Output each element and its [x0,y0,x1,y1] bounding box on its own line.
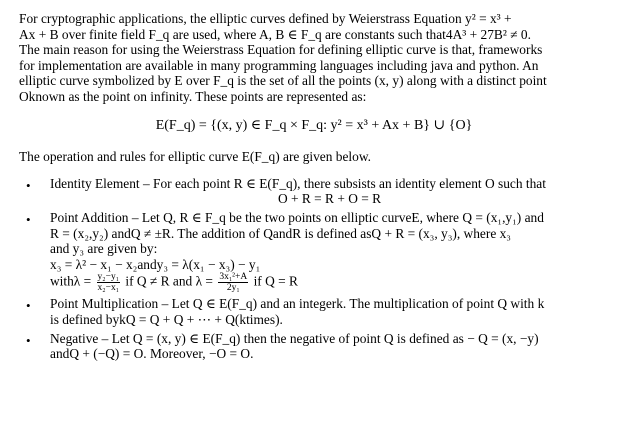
rule-line: R = (x₂,y₂) andQ ≠ ±R. The addition of QandR is defined asQ + R = (x₃, y₃), where x₃ [50,225,511,241]
bullet-icon: • [26,332,31,348]
rule-line: Point Addition – Let Q, R ∈ F_q be the two points on elliptic curveE, where Q = (x₁,y₁) and [50,209,544,225]
intro-line: For cryptographic applications, the elliptic curves defined by Weierstrass Equation y² = x³ + [19,11,512,26]
rule-point-addition [19,210,609,293]
slope-fraction-distinct [97,272,120,293]
rules-list [19,176,609,362]
lambda-suffix: if Q = R [250,273,298,289]
rule-line: and y₃ are given by: [50,241,158,257]
intro-line: The main reason for using the Weierstrass Equation for defining elliptic curve is that, frameworks [19,42,543,58]
lambda-definition [50,272,609,293]
intro-line: Ax + B over finite field F_q are used, where A, B ∈ F_q are constants such that4A³ + 27B² ≠ 0. [19,26,531,42]
curve-point-set-equation: E(F_q) = {(x, y) ∈ F_q × F_q: y² = x³ + Ax + B} ∪ {O} [155,117,473,133]
rule-line: Negative – Let Q = (x, y) ∈ E(F_q) then the negative of point Q is defined as − Q = (x, −y) [50,330,539,346]
intro-paragraph [19,11,609,105]
lambda-middle-text: if Q ≠ R and λ = [122,273,217,289]
identity-equation: O + R = R + O = R [277,191,382,207]
fraction-denominator: 2y₁ [226,283,240,294]
intro-line: Oknown as the point on infinity. These points are represented as: [19,88,367,104]
rule-line: Point Multiplication – Let Q ∈ E(F_q) and an integerk. The multiplication of point Q with k [50,296,545,312]
bullet-icon: • [26,177,31,193]
intro-line: elliptic curve symbolized by E over F_q is the set of all the points (x, y) along with a distinct point [19,73,547,89]
fraction-numerator: 3x₁²+A [219,272,248,283]
rule-negative [19,331,609,362]
bullet-icon: • [26,211,31,227]
intro-line: for implementation are available in many programming languages including java and python. An [19,57,539,73]
rules-lead-sentence: The operation and rules for elliptic curve E(F_q) are given below. [19,149,371,165]
rule-identity-element [19,176,609,207]
rule-line: andQ + (−Q) = O. Moreover, −O = O. [50,346,254,362]
rule-line: is defined bykQ = Q + Q + ⋯ + Q(ktimes). [50,311,283,327]
fraction-numerator: y₂−y₁ [97,272,120,283]
fraction-denominator: x₂−x₁ [97,283,120,294]
rule-line: Identity Element – For each point R ∈ E(F_q), there subsists an identity element O such that [50,175,546,191]
bullet-icon: • [26,298,31,314]
slope-fraction-doubling [218,272,248,293]
lambda-prefix: withλ = [50,273,95,289]
rule-point-multiplication [19,296,609,327]
coordinate-formula: x₃ = λ² − x₁ − x₂andy₃ = λ(x₁ − x₃) − y₁ [50,256,261,272]
